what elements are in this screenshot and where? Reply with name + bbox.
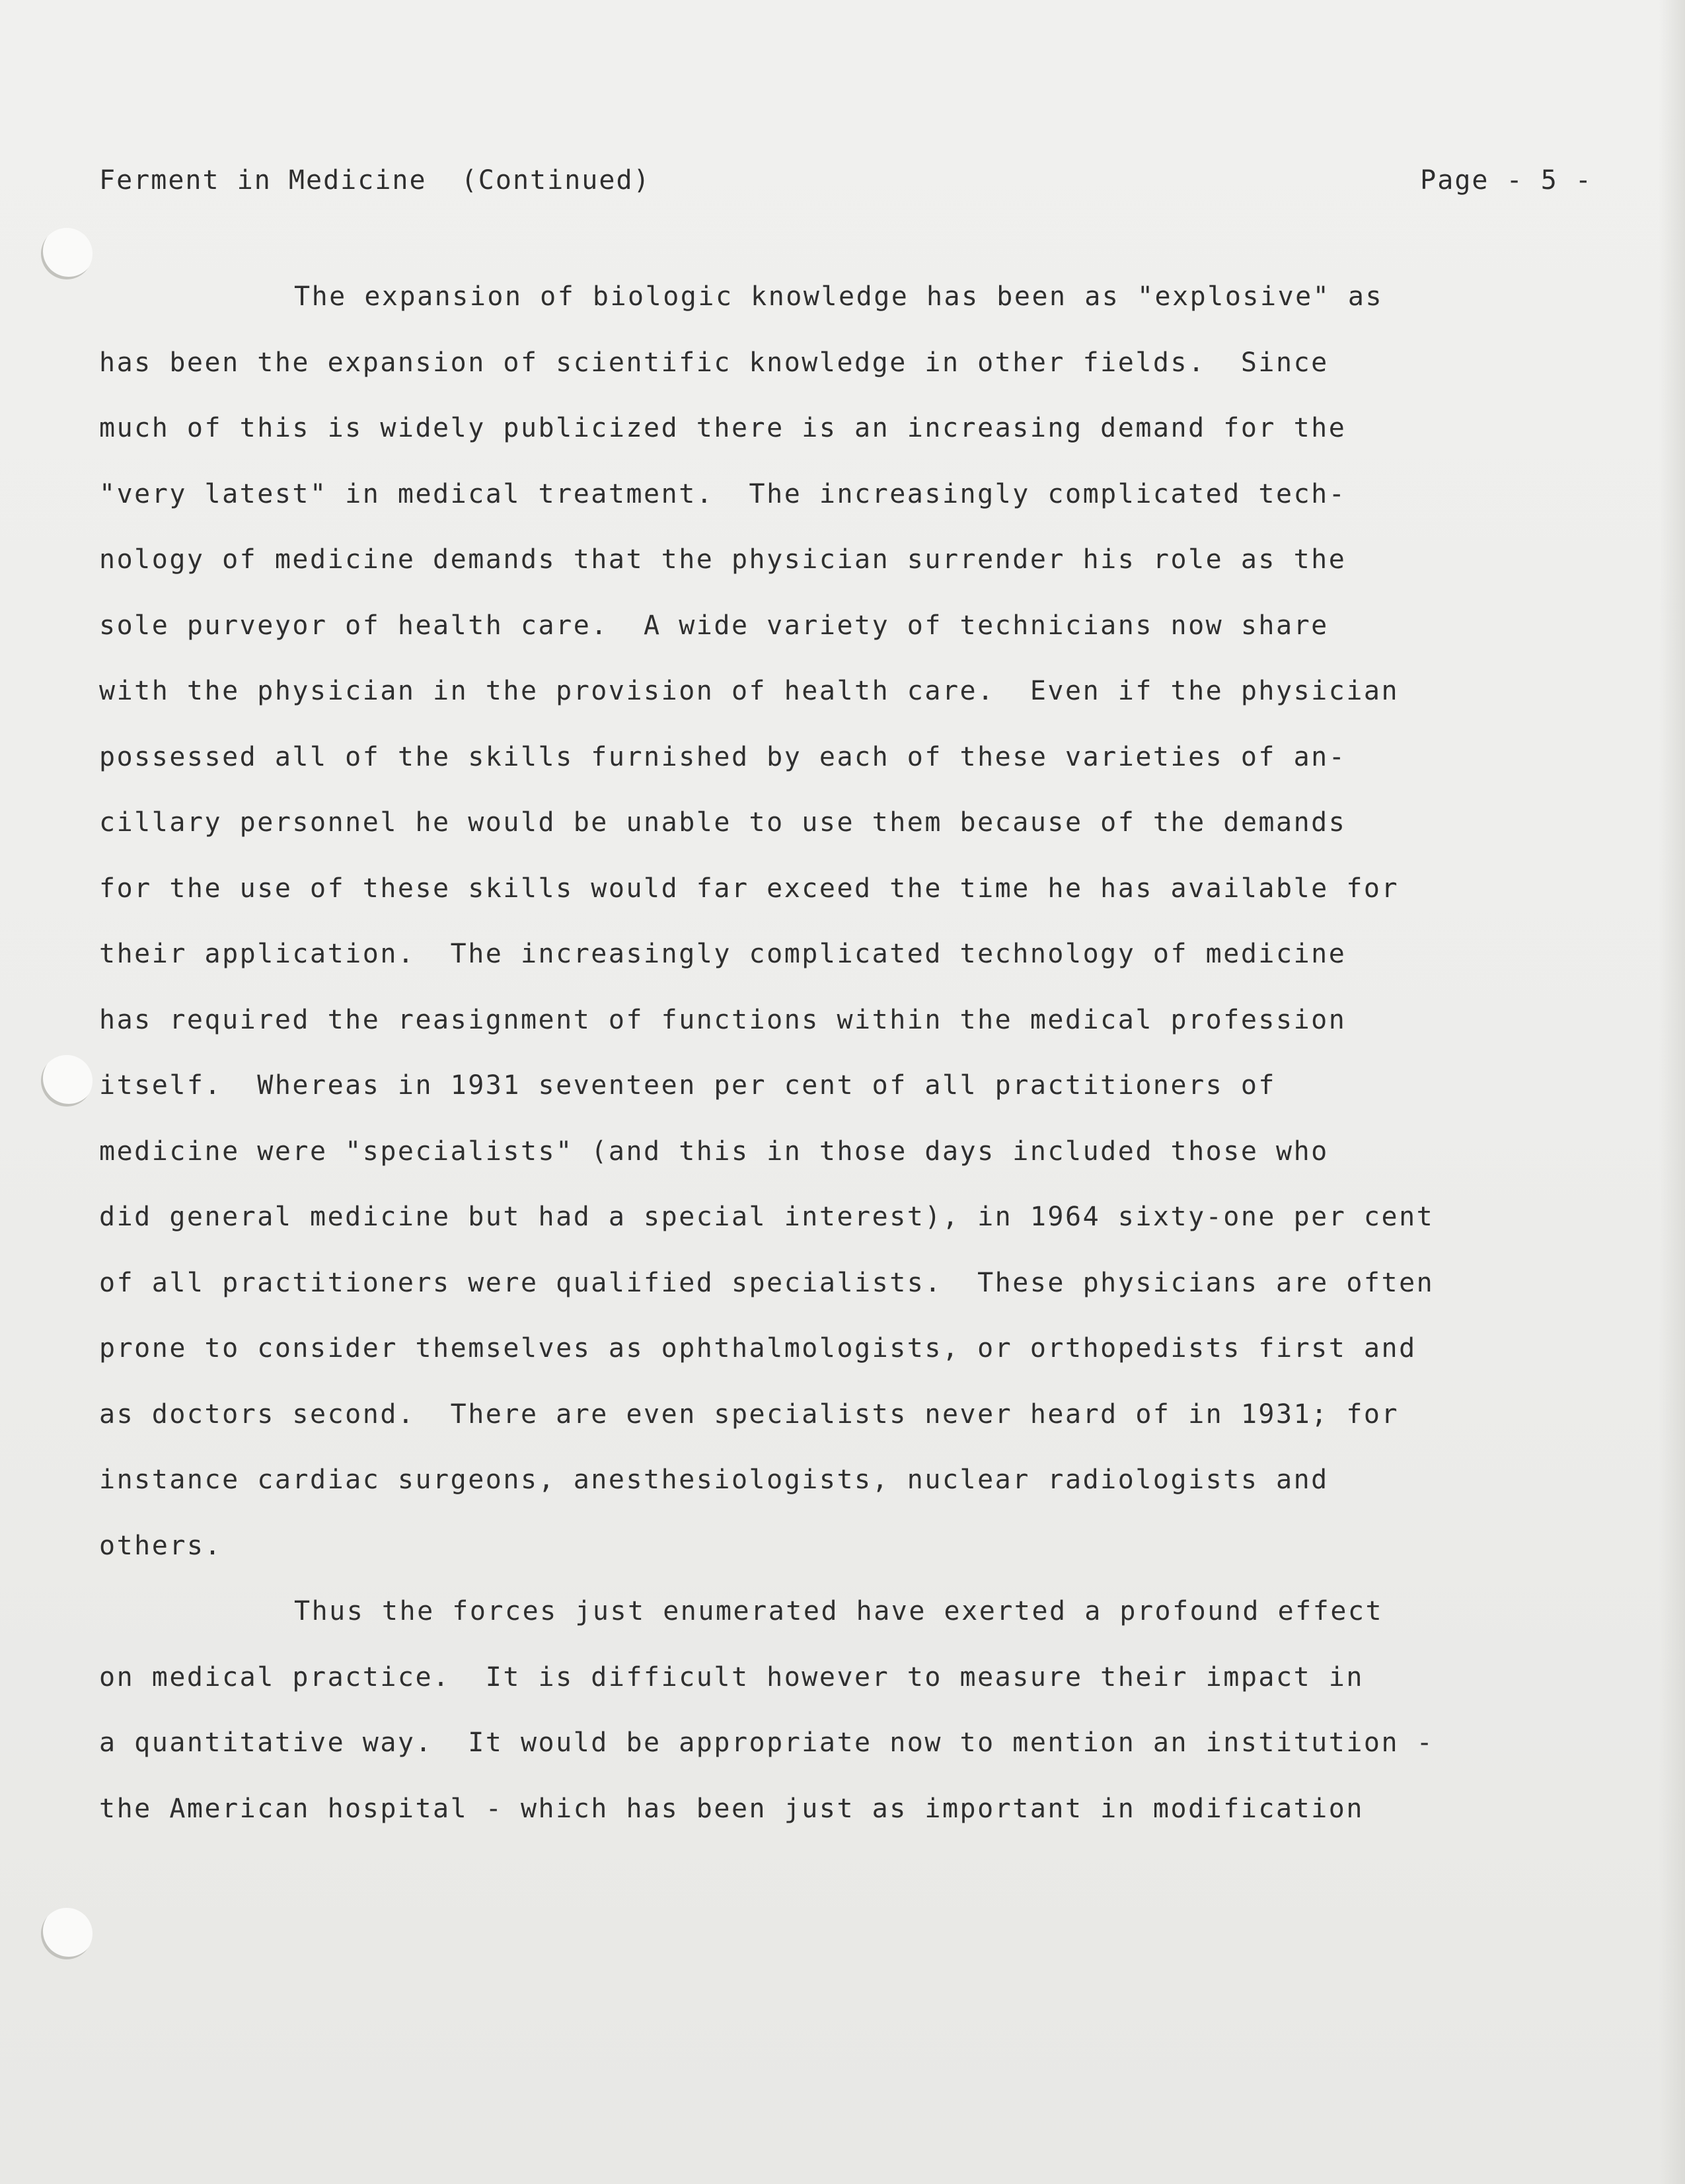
text-line: "very latest" in medical treatment. The increasingly complicated tech-: [99, 478, 1347, 509]
punch-hole-bottom: [41, 1908, 93, 1959]
text-line: has required the reasignment of functions within the medical profession: [99, 1004, 1347, 1035]
text-line: cillary personnel he would be unable to use them because of the demands: [99, 807, 1347, 838]
body-text: [99, 264, 1596, 1842]
text-line: has been the expansion of scientific knowledge in other fields. Since: [99, 347, 1329, 378]
text-line: their application. The increasingly complicated technology of medicine: [99, 939, 1347, 969]
text-line: nology of medicine demands that the physician surrender his role as the: [99, 544, 1347, 575]
paragraph-1: [99, 264, 1596, 1579]
text-line: The expansion of biologic knowledge has been as "explosive" as: [294, 281, 1384, 312]
text-line: as doctors second. There are even specialists never heard of in 1931; for: [99, 1399, 1400, 1430]
text-line: itself. Whereas in 1931 seventeen per cent of all practitioners of: [99, 1070, 1276, 1101]
page-edge-shadow: [1659, 0, 1685, 2184]
paragraph-2: [99, 1579, 1596, 1842]
text-line: a quantitative way. It would be appropriate now to mention an institution -: [99, 1728, 1435, 1758]
text-line: possessed all of the skills furnished by each of these varieties of an-: [99, 741, 1347, 772]
running-title: Ferment in Medicine (Continued): [99, 165, 651, 196]
text-line: Thus the forces just enumerated have exerted a profound effect: [294, 1596, 1384, 1626]
text-line: for the use of these skills would far exceed the time he has available for: [99, 873, 1400, 904]
text-line: others.: [99, 1530, 223, 1561]
text-line: medicine were "specialists" (and this in those days included those who: [99, 1136, 1329, 1167]
text-line: sole purveyor of health care. A wide variety of technicians now share: [99, 610, 1329, 641]
text-line: did general medicine but had a special interest), in 1964 sixty-one per cent: [99, 1202, 1435, 1232]
text-line: instance cardiac surgeons, anesthesiologists, nuclear radiologists and: [99, 1465, 1329, 1495]
punch-hole-top: [41, 228, 93, 279]
page-header: [99, 165, 1592, 205]
text-line: with the physician in the provision of health care. Even if the physician: [99, 676, 1400, 706]
text-line: much of this is widely publicized there is an increasing demand for the: [99, 413, 1347, 443]
page-number: Page - 5 -: [1420, 165, 1592, 196]
text-line: prone to consider themselves as ophthalmologists, or orthopedists first and: [99, 1333, 1417, 1364]
text-line: on medical practice. It is difficult however to measure their impact in: [99, 1661, 1364, 1693]
text-line: of all practitioners were qualified specialists. These physicians are often: [99, 1267, 1435, 1298]
punch-hole-middle: [41, 1055, 93, 1107]
text-line: the American hospital - which has been just as important in modification: [99, 1793, 1364, 1824]
